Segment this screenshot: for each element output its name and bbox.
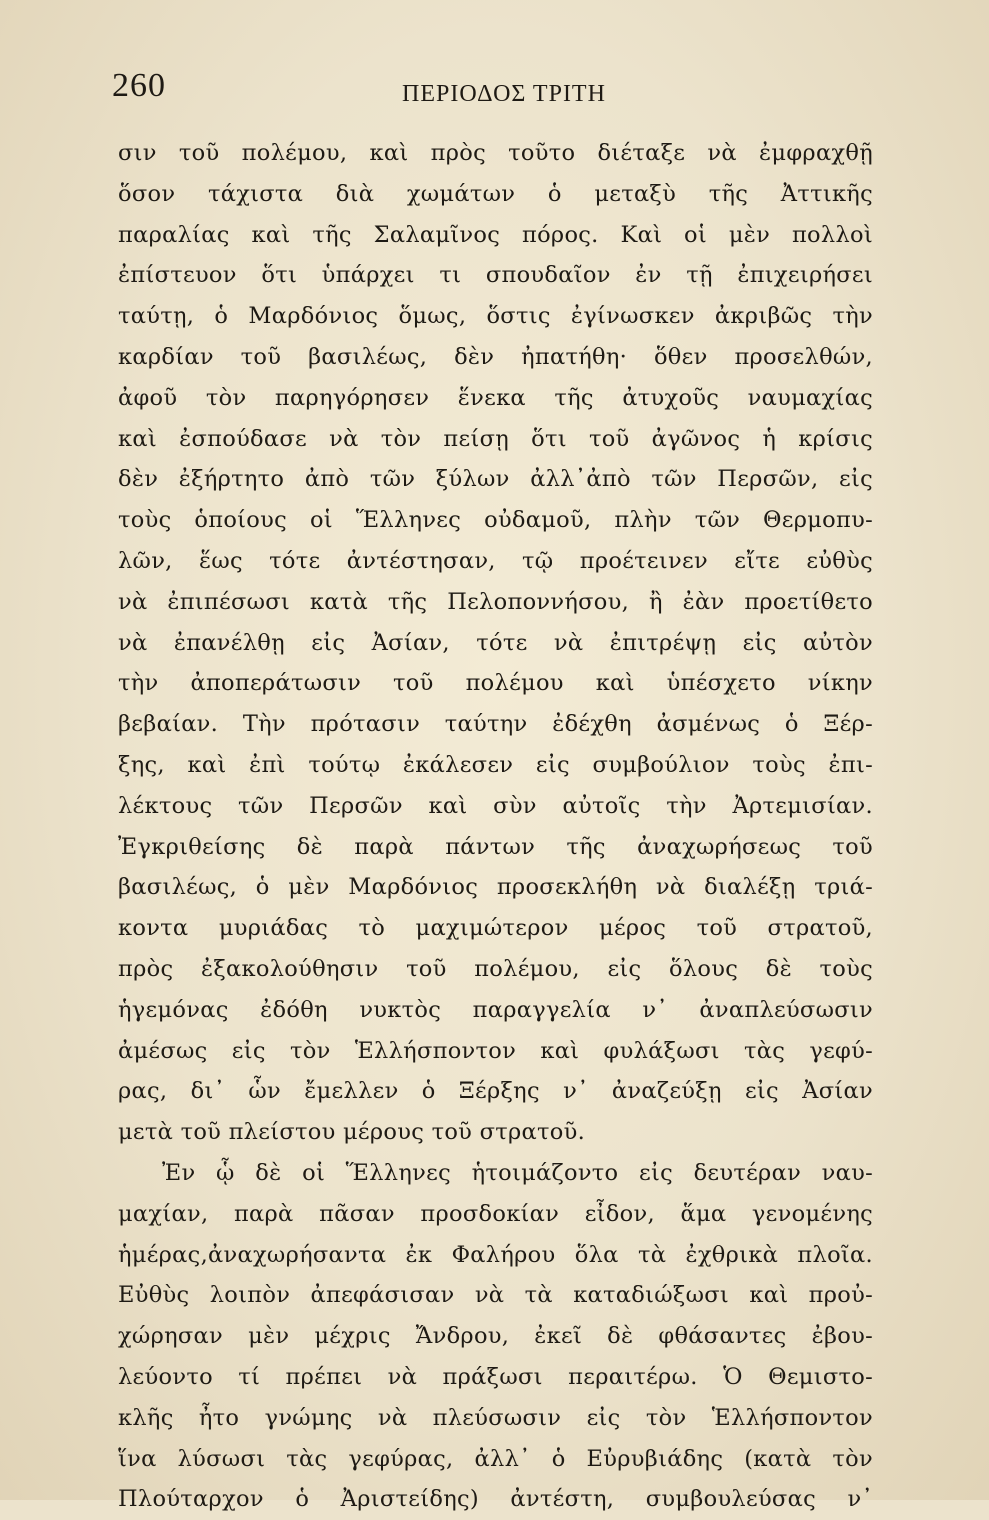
- text-line: τὴν ἀποπεράτωσιν τοῦ πολέμου καὶ ὑπέσχετο νίκην: [118, 670, 873, 697]
- text-line: ἡγεμόνας ἐδόθη νυκτὸς παραγγελία ν᾽ ἀναπλεύσωσιν: [118, 996, 873, 1023]
- text-line: βεβαίαν. Τὴν πρότασιν ταύτην ἐδέχθη ἀσμένως ὁ Ξέρ-: [118, 711, 873, 738]
- text-line: Ἐγκριθείσης δὲ παρὰ πάντων τῆς ἀναχωρήσεως τοῦ: [118, 833, 873, 860]
- text-line: νὰ ἐπανέλθῃ εἰς Ἀσίαν, τότε νὰ ἐπιτρέψῃ εἰς αὐτὸν: [118, 629, 873, 656]
- text-line: παραλίας καὶ τῆς Σαλαμῖνος πόρος. Καὶ οἱ μὲν πολλοὶ: [118, 221, 873, 248]
- text-line: ἐπίστευον ὅτι ὑπάρχει τι σπουδαῖον ἐν τῇ ἐπιχειρήσει: [118, 262, 873, 289]
- text-line: πρὸς ἐξακολούθησιν τοῦ πολέμου, εἰς ὅλους δὲ τοὺς: [118, 955, 873, 982]
- body-text: [118, 133, 873, 1520]
- text-line: κλῆς ἦτο γνώμης νὰ πλεύσωσιν εἰς τὸν Ἑλλήσποντον: [118, 1404, 873, 1431]
- text-line: νὰ ἐπιπέσωσι κατὰ τῆς Πελοποννήσου, ἢ ἐὰν προετίθετο: [118, 588, 873, 615]
- text-line: ἀφοῦ τὸν παρηγόρησεν ἕνεκα τῆς ἀτυχοῦς ναυμαχίας: [118, 384, 873, 411]
- text-line: λῶν, ἕως τότε ἀντέστησαν, τῷ προέτεινεν εἴτε εὐθὺς: [118, 547, 873, 574]
- text-line: καὶ ἐσπούδασε νὰ τὸν πείσῃ ὅτι τοῦ ἀγῶνος ἡ κρίσις: [118, 425, 873, 452]
- text-line: Ἐν ᾧ δὲ οἱ Ἕλληνες ἡτοιμάζοντο εἰς δευτέραν ναυ-: [162, 1159, 873, 1186]
- text-line: τοὺς ὁποίους οἱ Ἕλληνες οὐδαμοῦ, πλὴν τῶν Θερμοπυ-: [118, 507, 873, 534]
- text-line: ξης, καὶ ἐπὶ τούτῳ ἐκάλεσεν εἰς συμβούλιον τοὺς ἐπι-: [118, 751, 873, 778]
- page-number: 260: [112, 67, 166, 104]
- text-line: σιν τοῦ πολέμου, καὶ πρὸς τοῦτο διέταξε νὰ ἐμφραχθῇ: [118, 140, 873, 166]
- text-line: χώρησαν μὲν μέχρις Ἄνδρου, ἐκεῖ δὲ φθάσαντες ἐβου-: [118, 1323, 873, 1350]
- text-line: κοντα μυριάδας τὸ μαχιμώτερον μέρος τοῦ στρατοῦ,: [118, 915, 873, 942]
- text-line: ἡμέρας,ἀναχωρήσαντα ἐκ Φαλήρου ὅλα τὰ ἐχθρικὰ πλοῖα.: [118, 1241, 873, 1268]
- text-line: λεύοντο τί πρέπει νὰ πράξωσι περαιτέρω. Ὁ Θεμιστο-: [118, 1363, 873, 1390]
- text-line: λέκτους τῶν Περσῶν καὶ σὺν αὐτοῖς τὴν Ἀρτεμισίαν.: [118, 792, 873, 819]
- text-line: Εὐθὺς λοιπὸν ἀπεφάσισαν νὰ τὰ καταδιώξωσι καὶ προὐ-: [118, 1282, 873, 1309]
- text-line: δὲν ἐξήρτητο ἀπὸ τῶν ξύλων ἀλλ᾽ἀπὸ τῶν Περσῶν, εἰς: [118, 466, 873, 493]
- text-line: ταύτῃ, ὁ Μαρδόνιος ὅμως, ὅστις ἐγίνωσκεν ἀκριβῶς τὴν: [118, 303, 873, 330]
- text-line: μετὰ τοῦ πλείστου μέρους τοῦ στρατοῦ.: [118, 1119, 586, 1146]
- running-head: ΠΕΡΙΟΔΟΣ ΤΡΙΤΗ: [402, 81, 606, 107]
- text-line: καρδίαν τοῦ βασιλέως, δὲν ἠπατήθη· ὅθεν προσελθών,: [118, 343, 873, 370]
- text-line: ὅσον τάχιστα διὰ χωμάτων ὁ μεταξὺ τῆς Ἀττικῆς: [118, 180, 873, 207]
- text-line: ἵνα λύσωσι τὰς γεφύρας, ἀλλ᾽ ὁ Εὐρυβιάδης (κατὰ τὸν: [118, 1445, 873, 1472]
- text-line: ἀμέσως εἰς τὸν Ἑλλήσποντον καὶ φυλάξωσι τὰς γεφύ-: [118, 1037, 873, 1064]
- text-line: ρας, δι᾽ ὧν ἔμελλεν ὁ Ξέρξης ν᾽ ἀναζεύξῃ εἰς Ἀσίαν: [118, 1078, 873, 1105]
- text-line: μαχίαν, παρὰ πᾶσαν προσδοκίαν εἶδον, ἅμα γενομένης: [118, 1200, 873, 1227]
- text-line: Πλούταρχον ὁ Ἀριστείδης) ἀντέστη, συμβουλεύσας ν᾽: [118, 1486, 873, 1513]
- text-line: βασιλέως, ὁ μὲν Μαρδόνιος προσεκλήθη νὰ διαλέξῃ τριά-: [118, 874, 873, 901]
- page-header: [112, 66, 876, 116]
